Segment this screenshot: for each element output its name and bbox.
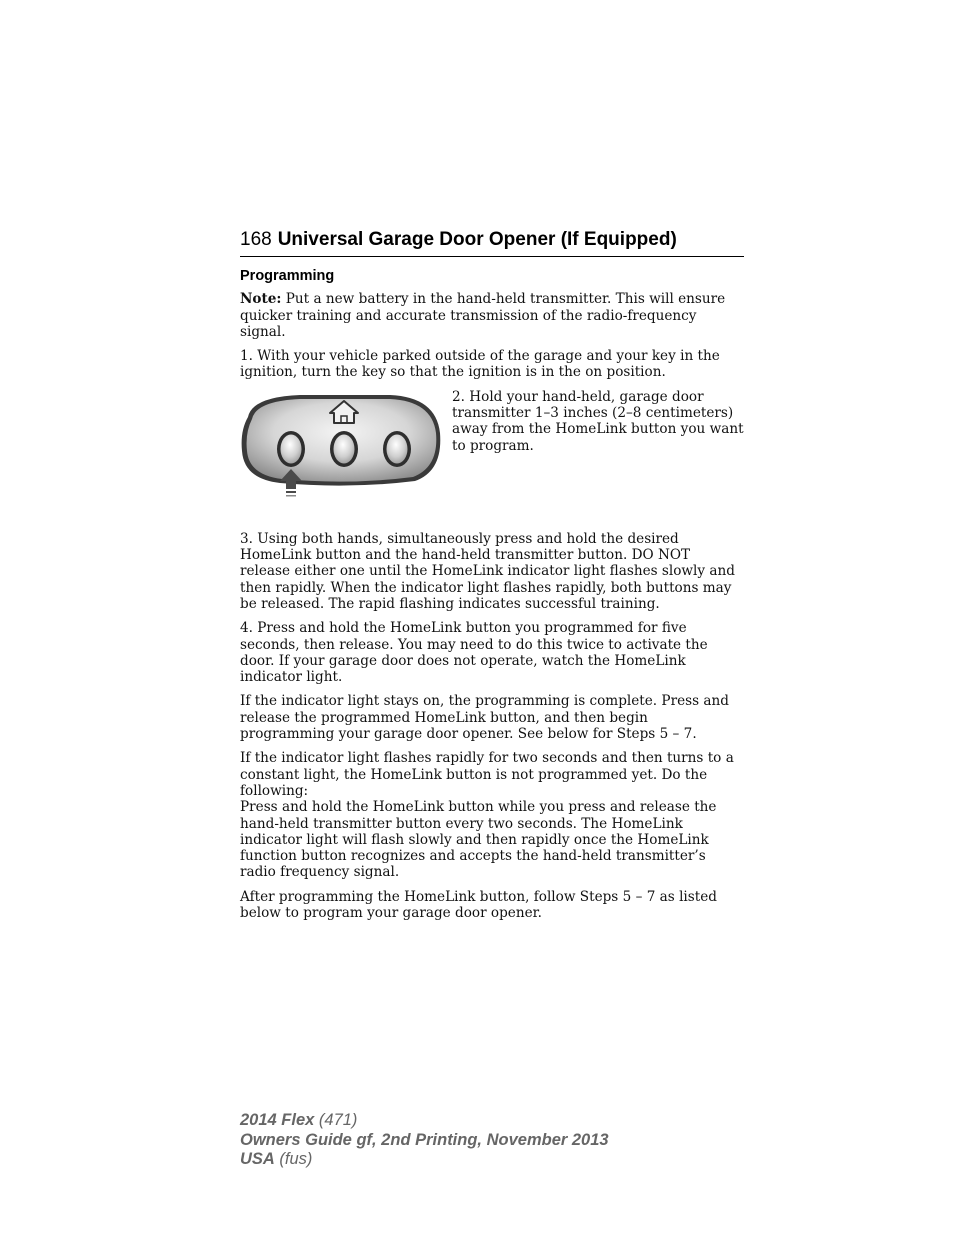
note-text: Put a new battery in the hand-held transmitter. This will ensure quicker training and accurate transmission of the radio-frequency signal. (240, 291, 726, 340)
footer-region-line (240, 1150, 760, 1170)
footer-region-code: (fus) (274, 1150, 313, 1168)
footer-model: 2014 Flex (240, 1111, 315, 1129)
footer-model-line (240, 1111, 760, 1131)
figure-row (240, 389, 744, 507)
step-3: 3. Using both hands, simultaneously press and hold the desired HomeLink button and the hand-held transmitter button. DO NOT release either one until the HomeLink indicator light flashes slowly and then rapidly. When the indicator light flashes rapidly, both buttons may be released. The rapid flashing indicates successful training. (240, 530, 735, 612)
note-paragraph (240, 291, 744, 340)
section-heading: Programming (240, 268, 335, 284)
footer-model-code: (471) (314, 1111, 358, 1129)
footer-region: USA (240, 1150, 275, 1168)
page-number: 168 (240, 229, 272, 250)
footer-guide: Owners Guide gf, 2nd Printing, November 2013 (240, 1130, 609, 1149)
body-text (240, 268, 744, 929)
homelink-button-3 (383, 431, 411, 467)
step-2: 2. Hold your hand-held, garage door transmitter 1–3 inches (2–8 centimeters) away from the HomeLink button you want to program. (452, 388, 744, 454)
indicator-stays-on-paragraph: If the indicator light stays on, the programming is complete. Press and release the programmed HomeLink button, and then begin programming your garage door opener. See below for Steps 5 – 7. (240, 693, 729, 743)
homelink-button-1 (277, 431, 305, 467)
step-4: 4. Press and hold the HomeLink button you programmed for five seconds, then release. You may need to do this twice to activate the door. If your garage door does not operate, watch the HomeLink indicator light. (240, 620, 708, 686)
note-label: Note: (240, 291, 282, 308)
homelink-button-2 (330, 431, 358, 467)
page-header (240, 229, 744, 257)
indicator-flashes-paragraph: If the indicator light flashes rapidly for two seconds and then turns to a constant light, the HomeLink button is not programmed yet. Do the following: (240, 750, 734, 799)
page-footer (240, 1111, 760, 1170)
press-and-hold-paragraph: Press and hold the HomeLink button while you press and release the hand-held transmitter button every two seconds. The HomeLink indicator light will flash slowly and then rapidly once the HomeLink function button recognizes and accepts the hand-held transmitter’s radio frequency signal. (240, 799, 717, 881)
step-1: 1. With your vehicle parked outside of the garage and your key in the ignition, turn the key so that the ignition is in the on position. (240, 348, 720, 381)
homelink-panel-illustration (240, 389, 452, 507)
chapter-title: Universal Garage Door Opener (If Equipped) (277, 229, 677, 250)
after-programming-paragraph: After programming the HomeLink button, follow Steps 5 – 7 as listed below to program your garage door opener. (240, 888, 717, 922)
